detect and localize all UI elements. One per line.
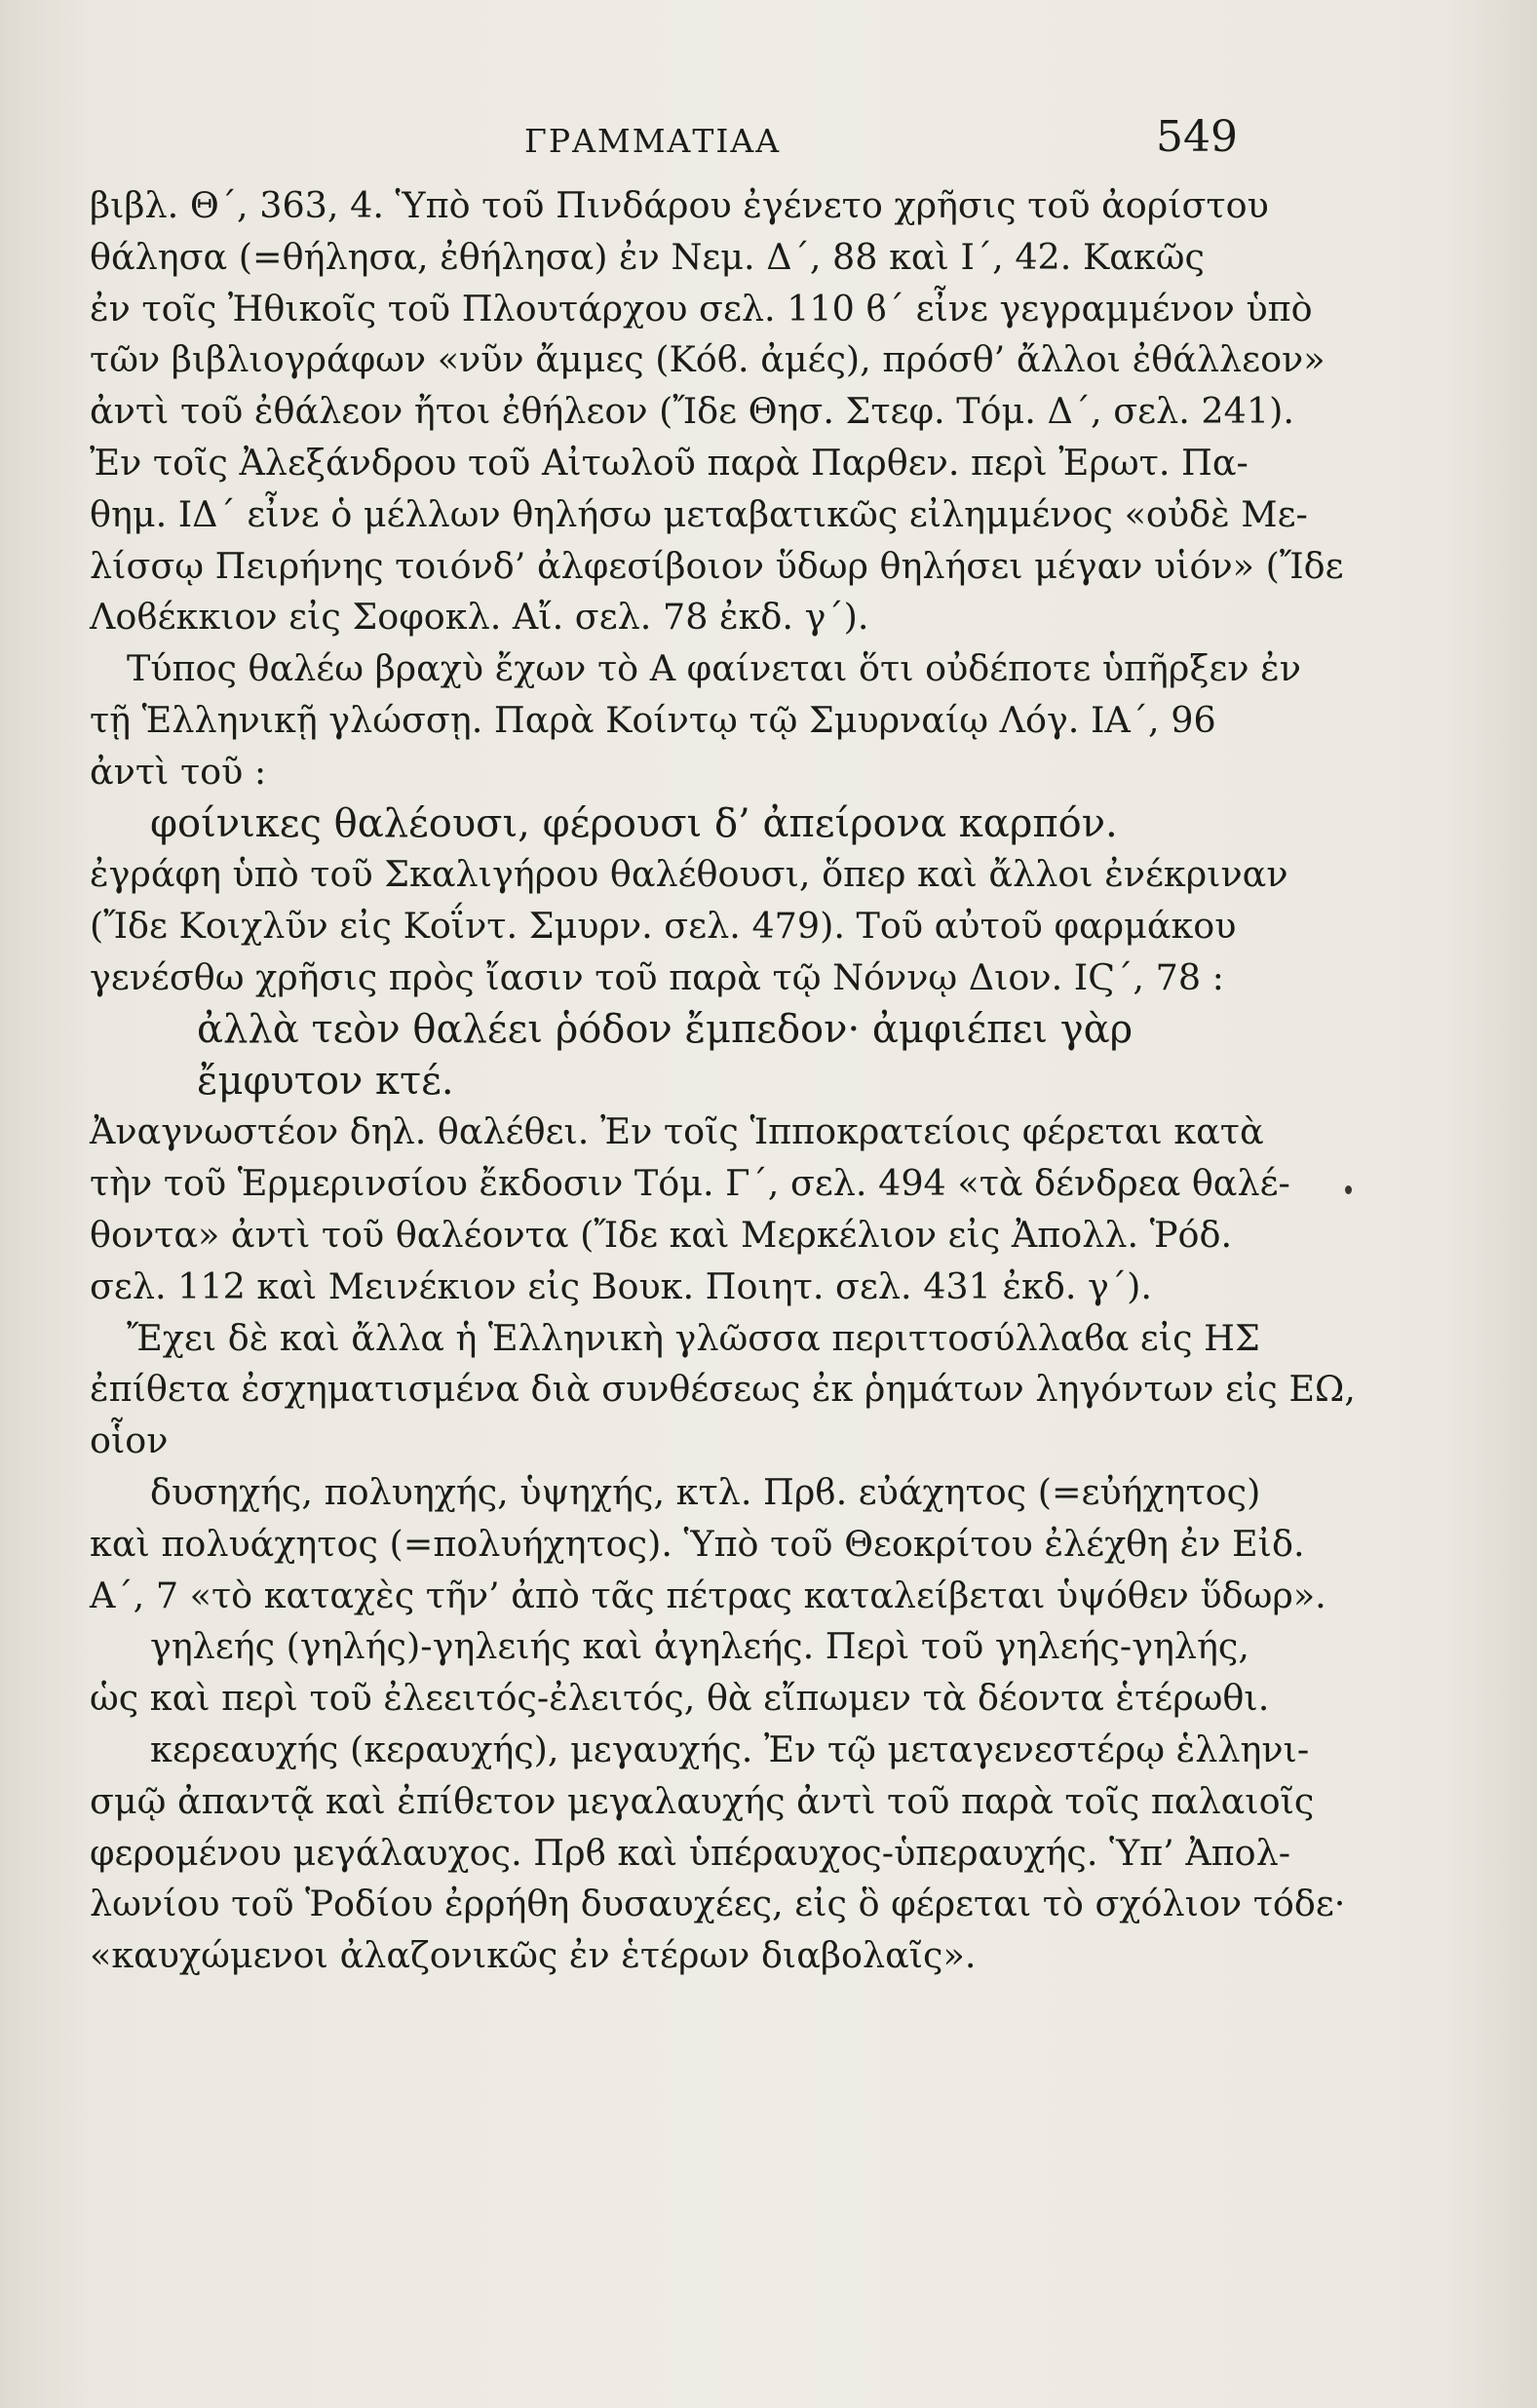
verse-quote-line: ἀλλὰ τεὸν θαλέει ῥόδον ἔμπεδον· ἀμφιέπει γὰρ (197, 1006, 1134, 1052)
text-line: τὴν τοῦ Ἑρμερινσίου ἔκδοσιν Τόμ. Γ΄, σελ. 494 «τὰ δένδρεα θαλέ- (90, 1162, 1290, 1205)
paragraph-start-line: Τύπος θαλέω βραχὺ ἔχων τὸ Α φαίνεται ὅτι οὐδέποτε ὑπῆρξεν ἐν (127, 647, 1301, 690)
text-line: ἐπίθετα ἐσχηματισμένα διὰ συνθέσεως ἐκ ῥημάτων ληγόντων εἰς ΕΩ, (90, 1368, 1356, 1411)
running-title: ΓΡΑΜΜΑΤΙΑΑ (524, 122, 782, 160)
text-line: ἐγράφη ὑπὸ τοῦ Σκαλιγήρου θαλέθουσι, ὅπερ καὶ ἄλλοι ἐνέκριναν (90, 853, 1288, 896)
text-line: λίσσῳ Πειρήνης τοιόνδ’ ἀλφεσίβοιον ὕδωρ θηλήσει μέγαν υἱόν» (Ἴδε (90, 544, 1344, 587)
page-header (0, 112, 1537, 171)
text-line: καὶ πολυάχητος (=πολυήχητος). Ὑπὸ τοῦ Θεοκρίτου ἐλέχθη ἐν Εἰδ. (90, 1522, 1305, 1565)
text-line: σελ. 112 καὶ Μεινέκιον εἰς Βουκ. Ποιητ. σελ. 431 ἐκδ. γ΄). (90, 1264, 1152, 1307)
text-line: ἐν τοῖς Ἠθικοῖς τοῦ Πλουτάρχου σελ. 110 ϐ΄ εἶνε γεγραμμένον ὑπὸ (90, 287, 1313, 330)
entry-line: δυσηχής, πολυηχής, ὑψηχής, κτλ. Πρϐ. εὐάχητος (=εὐήχητος) (150, 1470, 1261, 1513)
text-line: Α΄, 7 «τὸ καταχὲς τῆν’ ἀπὸ τᾶς πέτρας καταλείβεται ὑψόθεν ὕδωρ». (90, 1573, 1326, 1616)
page-body (90, 180, 1356, 1982)
text-line: λωνίου τοῦ Ῥοδίου ἐρρήθη δυσαυχέες, εἰς ὃ φέρεται τὸ σχόλιον τόδε· (90, 1883, 1346, 1925)
text-line: Ἐν τοῖς Ἀλεξάνδρου τοῦ Αἰτωλοῦ παρὰ Παρθεν. περὶ Ἐρωτ. Πα- (90, 441, 1249, 484)
text-line: τῇ Ἑλληνικῇ γλώσσῃ. Παρὰ Κοίντῳ τῷ Σμυρναίῳ Λόγ. ΙΑ΄, 96 (90, 698, 1216, 741)
page-number: 549 (1156, 112, 1238, 162)
text-line: Λοϐέκκιον εἰς Σοφοκλ. Αἴ. σελ. 78 ἐκδ. γ΄). (90, 596, 869, 639)
paragraph-start-line: Ἔχει δὲ καὶ ἄλλα ἡ Ἑλληνικὴ γλῶσσα περιττοσύλλαϐα εἰς ΗΣ (127, 1316, 1260, 1359)
text-line: φερομένου μεγάλαυχος. Πρϐ καὶ ὑπέραυχος-ὑπεραυχής. Ὑπ’ Ἀπολ- (90, 1831, 1291, 1874)
text-line: οἷον (90, 1419, 169, 1462)
entry-line: γηλεής (γηλής)-γηλειής καὶ ἀγηλεής. Περὶ τοῦ γηλεής-γηλής, (150, 1625, 1249, 1668)
text-line: θημ. ΙΔ΄ εἶνε ὁ μέλλων θηλήσω μεταβατικῶς εἰλημμένος «οὐδὲ Με- (90, 492, 1308, 535)
text-line: βιβλ. Θ΄, 363, 4. Ὑπὸ τοῦ Πινδάρου ἐγένετο χρῆσις τοῦ ἀορίστου (90, 184, 1269, 226)
text-line: σμῷ ἀπαντᾷ καὶ ἐπίθετον μεγαλαυχής ἀντὶ τοῦ παρὰ τοῖς παλαιοῖς (90, 1779, 1315, 1822)
text-line: ἀντὶ τοῦ : (90, 750, 267, 793)
verse-quote-line: φοίνικες θαλέουσι, φέρουσι δ’ ἀπείρονα καρπόν. (150, 800, 1118, 846)
ink-speck (1345, 1185, 1352, 1194)
text-line: τῶν βιβλιογράφων «νῦν ἄμμες (Κόϐ. ἀμές), πρόσθ’ ἄλλοι ἐθάλλεον» (90, 338, 1326, 381)
text-line: θάλησα (=θήλησα, ἐθήλησα) ἐν Νεμ. Δ΄, 88 καὶ Ι΄, 42. Κακῶς (90, 235, 1205, 278)
text-line: ἀντὶ τοῦ ἐθάλεον ἤτοι ἐθήλεον (Ἴδε Θησ. Στεφ. Τόμ. Δ΄, σελ. 241). (90, 390, 1294, 433)
entry-line: κερεαυχής (κεραυχής), μεγαυχής. Ἐν τῷ μεταγενεστέρῳ ἑλληνι- (150, 1728, 1310, 1770)
text-line: θοντα» ἀντὶ τοῦ θαλέοντα (Ἴδε καὶ Μερκέλιον εἰς Ἀπολλ. Ῥόδ. (90, 1213, 1233, 1256)
text-line: «καυχώμενοι ἀλαζονικῶς ἐν ἑτέρων διαβολαῖς». (90, 1934, 977, 1977)
text-line: Ἀναγνωστέον δηλ. θαλέθει. Ἐν τοῖς Ἱπποκρατείοις φέρεται κατὰ (90, 1110, 1264, 1153)
verse-quote-line: ἔμφυτον κτέ. (197, 1058, 454, 1104)
text-line: (Ἴδε Κοιχλῦν εἰς Κοΐντ. Σμυρν. σελ. 479). Τοῦ αὐτοῦ φαρμάκου (90, 905, 1237, 948)
text-line: ὡς καὶ περὶ τοῦ ἐλεειτός-ἐλειτός, θὰ εἴπωμεν τὰ δέοντα ἑτέρωθι. (90, 1677, 1270, 1720)
text-line: γενέσθω χρῆσις πρὸς ἴασιν τοῦ παρὰ τῷ Νόννῳ Διον. ΙϚ΄, 78 : (90, 955, 1224, 998)
